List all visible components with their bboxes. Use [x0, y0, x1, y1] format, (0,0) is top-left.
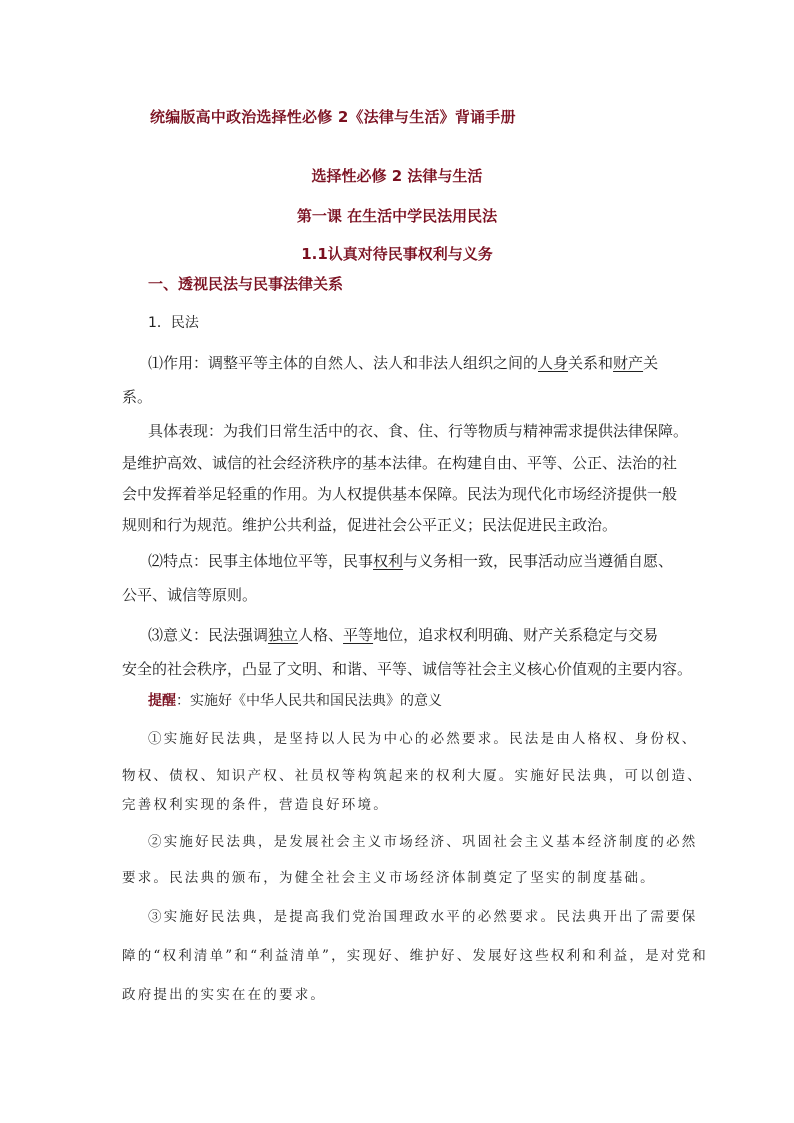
tip-line: ②实施好民法典，是发展社会主义市场经济、巩固社会主义基本经济制度的必然 [148, 834, 698, 850]
document-title: 统编版高中政治选择性必修 2《法律与生活》背诵手册 [150, 108, 516, 126]
part-title: 一、透视民法与民事法律关系 [148, 275, 344, 293]
text-span: 与义务相一致，民事活动应当遵循自愿、 [403, 552, 674, 570]
tip-line: 要求。民法典的颁布，为健全社会主义市场经济体制奠定了坚实的制度基础。 [122, 870, 656, 886]
paragraph-line: 具体表现：为我们日常生活中的衣、食、住、行等物质与精神需求提供法律保障。 [148, 422, 689, 440]
paragraph-line [148, 352, 658, 373]
text-span: ⑴作用：调整平等主体的自然人、法人和非法人组织之间的 [148, 354, 539, 372]
paragraph-line: 系。 [122, 388, 153, 406]
text-span: 关 [643, 354, 659, 372]
section-title: 1.1认真对待民事权利与义务 [301, 245, 493, 263]
text-span: ⑶意义：民法强调 [148, 626, 269, 644]
underlined-term: 人身 [538, 354, 569, 372]
underlined-term: 独立 [268, 626, 299, 644]
underlined-term: 平等 [343, 626, 374, 644]
underlined-term: 财产 [613, 354, 644, 372]
text-span: 关系和 [568, 354, 614, 372]
tip-line: 政府提出的实实在在的要求。 [122, 987, 327, 1003]
underlined-term: 权利 [373, 552, 404, 570]
text-span: ⑵特点：民事主体地位平等，民事 [148, 552, 374, 570]
paragraph-line [148, 550, 673, 571]
tip-line: ③实施好民法典，是提高我们党治国理政水平的必然要求。民法典开出了需要保 [148, 909, 698, 925]
tip-title: ：实施好《中华人民共和国民法典》的意义 [176, 693, 442, 709]
text-span: 人格、 [298, 626, 344, 644]
tip-line: 障的“权利清单”和“利益清单”，实现好、维护好、发展好这些权利和利益，是对党和 [122, 948, 708, 964]
paragraph-line [148, 624, 658, 645]
tip-line: 完善权利实现的条件，营造良好环境。 [122, 797, 389, 813]
paragraph-line: 是维护高效、诚信的社会经济秩序的基本法律。在构建自由、平等、公正、法治的社 [122, 454, 678, 472]
tip-line: ①实施好民法典，是坚持以人民为中心的必然要求。民法是由人格权、身份权、 [148, 731, 698, 747]
book-title: 选择性必修 2 法律与生活 [311, 167, 483, 185]
tip-line: 物权、债权、知识产权、社员权等构筑起来的权利大厦。实施好民法典，可以创造、 [122, 768, 703, 784]
paragraph-line: 规则和行为规范。维护公共利益，促进社会公平正义；民法促进民主政治。 [122, 516, 618, 534]
item-heading: 1．民法 [148, 315, 199, 331]
paragraph-line: 公平、诚信等原则。 [122, 586, 258, 604]
tip-heading [148, 690, 442, 710]
text-span: 地位，追求权利明确、财产关系稳定与交易 [373, 626, 659, 644]
paragraph-line: 安全的社会秩序，凸显了文明、和谐、平等、诚信等社会主义核心价值观的主要内容。 [122, 660, 693, 678]
lesson-title: 第一课 在生活中学民法用民法 [296, 207, 498, 225]
paragraph-line: 会中发挥着举足轻重的作用。为人权提供基本保障。民法为现代化市场经济提供一般 [122, 485, 678, 503]
tip-label: 提醒 [148, 693, 176, 709]
